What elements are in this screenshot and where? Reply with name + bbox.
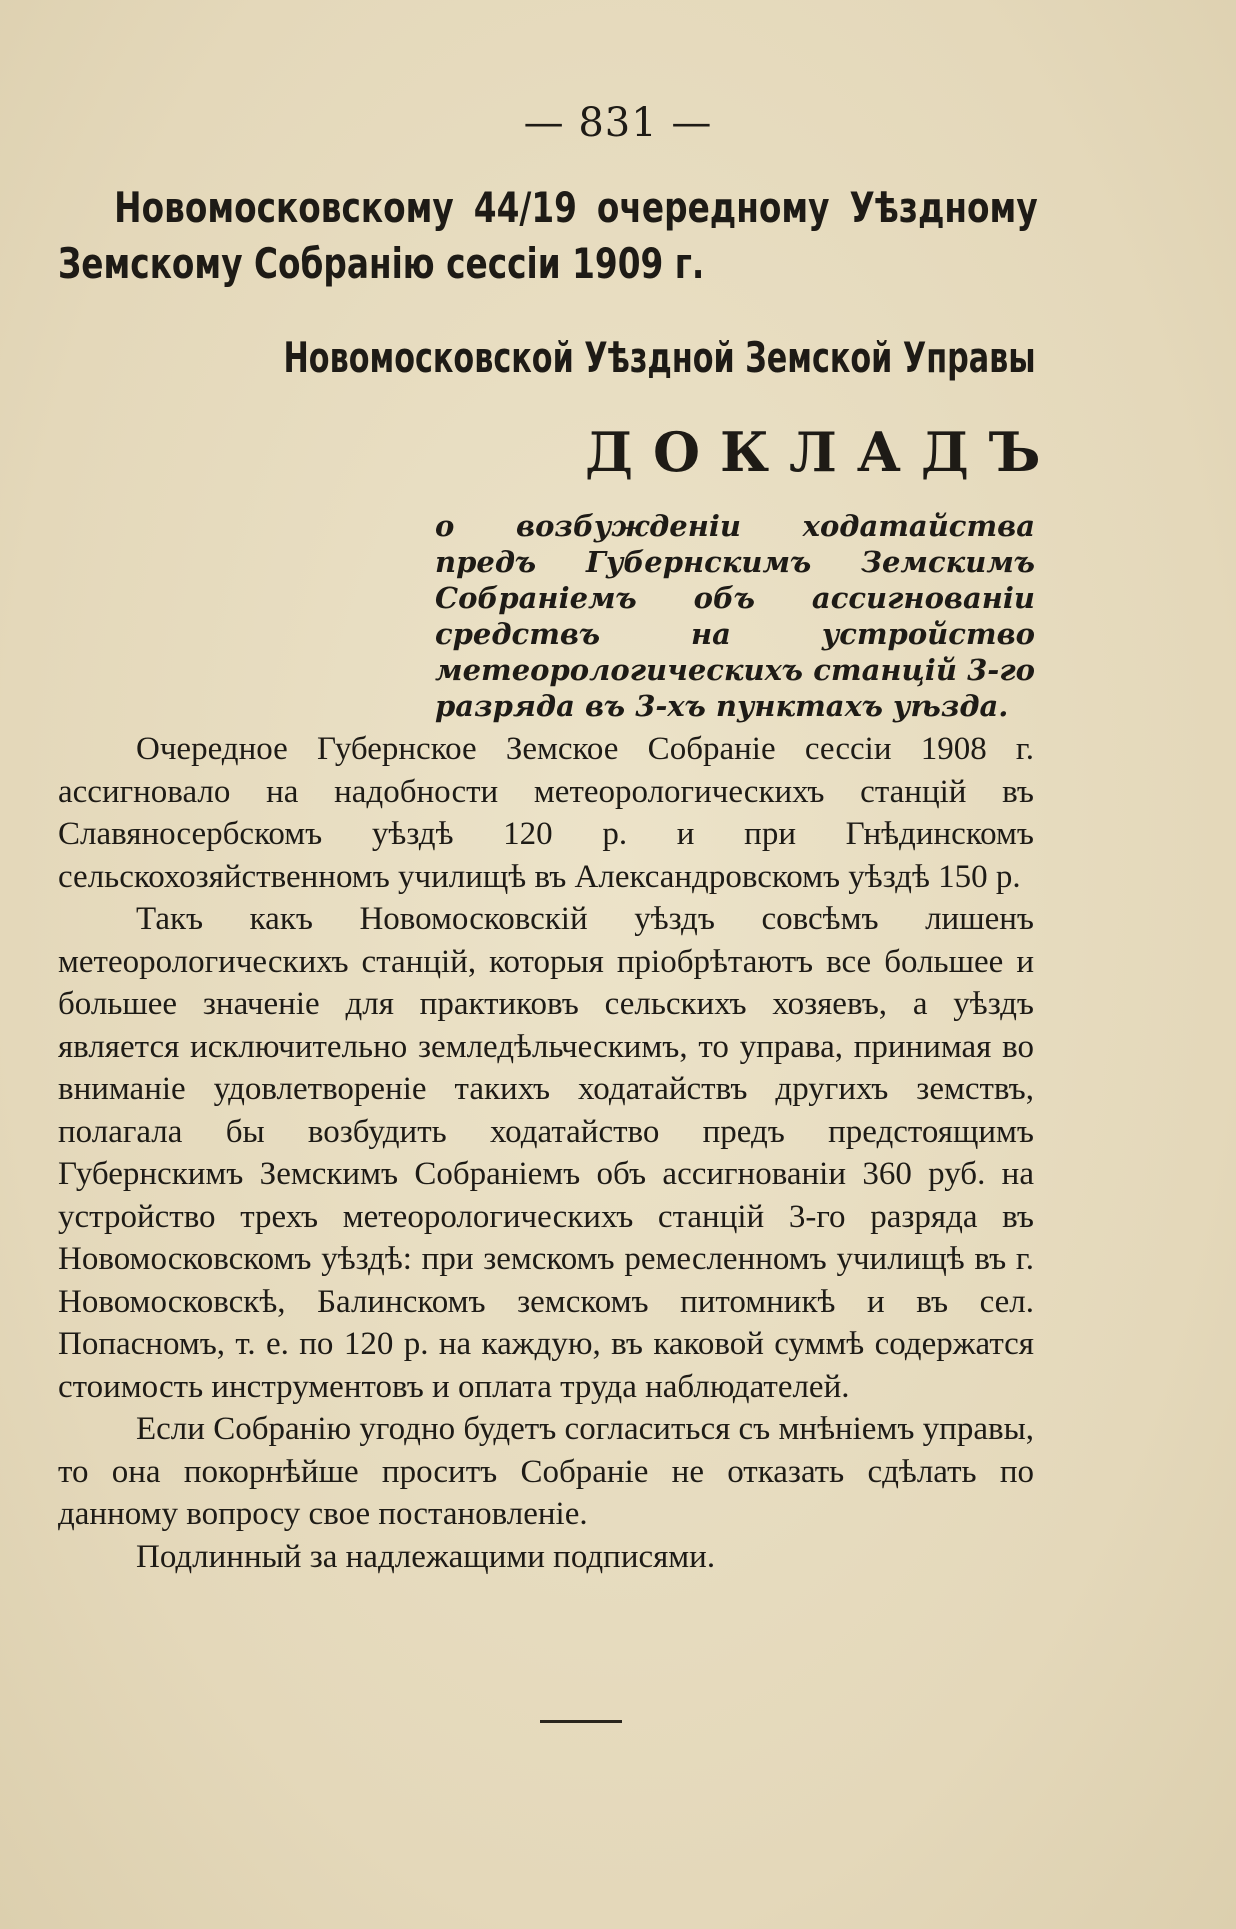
closing-rule bbox=[540, 1720, 622, 1723]
report-body bbox=[58, 728, 1034, 1578]
body-paragraph: Очередное Губернское Земское Собраніе сессіи 1908 г. ассигновало на надобности метеорологическихъ станцій въ Славяносербскомъ уѣздѣ 120 р. и при Гнѣдинскомъ сельскохозяйственномъ училищѣ въ Александровскомъ уѣздѣ 150 р. bbox=[58, 731, 1034, 895]
report-subject: о возбужденіи ходатайства предъ Губернскимъ Земскимъ Собраніемъ объ ассигнованіи средствъ на устройство метеорологическихъ станцій 3-го разряда въ 3-хъ пунктахъ уѣзда. bbox=[435, 509, 1035, 723]
document-heading: ДОКЛАДЪ bbox=[585, 420, 1061, 484]
page-number: — 831 — bbox=[523, 100, 713, 146]
assembly-title: Новомосковскому 44/19 очередному Уѣздному Земскому Собранію сессіи 1909 г. bbox=[58, 183, 1038, 288]
board-title: Новомосковской Уѣздной Земской Управы bbox=[283, 333, 1036, 382]
body-paragraph: Если Собранію угодно будетъ согласиться съ мнѣніемъ управы, то она покорнѣйше проситъ Собраніе не отказать сдѣлать по данному вопросу свое постановленіе. bbox=[58, 1411, 1034, 1532]
body-paragraph: Подлинный за надлежащими подписями. bbox=[136, 1538, 716, 1575]
body-paragraph: Такъ какъ Новомосковскій уѣздъ совсѣмъ лишенъ метеорологическихъ станцій, которыя пріобрѣтаютъ все большее и большее значеніе для практиковъ сельскихъ хозяевъ, а уѣздъ является исключительно земледѣльческимъ, то управа, принимая во вниманіе удовлетвореніе такихъ ходатайствъ другихъ земствъ, полагала бы возбудить ходатайство предъ предстоящимъ Губернскимъ Земскимъ Собраніемъ объ ассигнованіи 360 руб. на устройство трехъ метеорологическихъ станцій 3-го разряда въ Новомосковскомъ уѣздѣ: при земскомъ ремесленномъ училищѣ въ г. Новомосковскѣ, Балинскомъ земскомъ питомникѣ и въ сел. Попасномъ, т. е. по 120 р. на каждую, въ каковой суммѣ содержатся стоимость инструментовъ и оплата труда наблюдателей. bbox=[58, 901, 1034, 1405]
